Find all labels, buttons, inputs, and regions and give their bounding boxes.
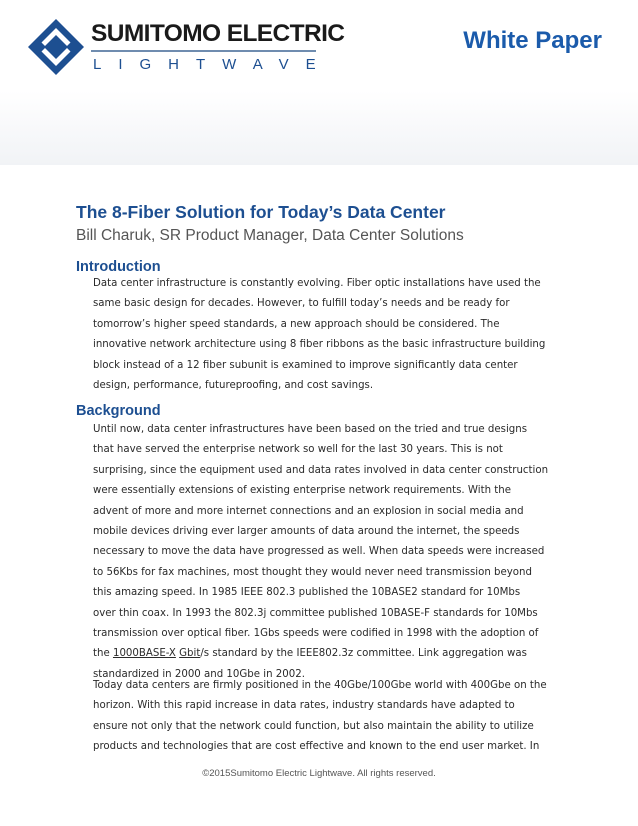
text-line: necessary to move the data have progressed as well. When data speeds were increased bbox=[93, 546, 545, 558]
text-run: /s standard by the IEEE802.3z committee. Link aggregation was bbox=[200, 648, 527, 660]
text-line: ensure not only that the network could function, but also maintain the ability to utilize bbox=[93, 720, 534, 732]
text-line: Data center infrastructure is constantly evolving. Fiber optic installations have used the bbox=[93, 278, 541, 289]
link-1000base-x[interactable]: 1000BASE-X bbox=[112, 648, 176, 660]
text-line: horizon. With this rapid increase in data rates, industry standards have adapted to bbox=[93, 700, 515, 712]
text-line: this amazing speed. In 1985 IEEE 802.3 published the 10BASE2 standard for 10Mbs bbox=[93, 587, 521, 599]
background-paragraph-1 bbox=[93, 420, 573, 685]
text-line: transmission over optical fiber. 1Gbs speeds were codified in 1998 with the adoption of bbox=[93, 628, 539, 640]
text-line: Today data centers are firmly positioned in the 40Gbe/100Gbe world with 400Gbe on the bbox=[93, 680, 547, 691]
text-line: Until now, data center infrastructures have been based on the tried and true designs bbox=[93, 424, 528, 435]
logo-subtitle: LIGHTWAVE bbox=[93, 56, 333, 73]
logo-name: SUMITOMO ELECTRIC bbox=[91, 20, 345, 47]
document-type-label: White Paper bbox=[463, 27, 602, 54]
background-heading: Background bbox=[76, 403, 161, 419]
text-line: innovative network architecture using 8 fiber ribbons as the basic infrastructure building bbox=[93, 339, 546, 351]
introduction-heading: Introduction bbox=[76, 259, 161, 275]
text-line: that have served the enterprise network so well for the last 30 years. This is not bbox=[93, 444, 503, 456]
text-line: over thin coax. In 1993 the 802.3j committee published 10BASE-F standards for 10Mbs bbox=[93, 607, 538, 619]
text-line: to 56Kbs for fax machines, most thought they would never need transmission beyond bbox=[93, 566, 532, 578]
text-line bbox=[93, 644, 573, 664]
text-line: advent of more and more internet connections and an explosion in social media and bbox=[93, 505, 524, 517]
text-line: mobile devices driving ever larger amounts of data around the internet, the speeds bbox=[93, 526, 520, 538]
text-line: surprising, since the equipment used and data rates involved in data center construction bbox=[93, 464, 549, 476]
text-line: products and technologies that are cost effective and known to the end user market. In bbox=[93, 741, 540, 753]
introduction-paragraph bbox=[93, 274, 573, 396]
copyright-footer: ©2015Sumitomo Electric Lightwave. All rights reserved. bbox=[202, 768, 436, 779]
text-line: block instead of a 12 fiber subunit is examined to improve significantly data center bbox=[93, 359, 518, 371]
logo-divider bbox=[91, 50, 316, 52]
text-line: standardized in 2000 and 10Gbe in 2002. bbox=[93, 668, 305, 680]
company-logo bbox=[27, 16, 345, 76]
text-line: design, performance, futureproofing, and cost savings. bbox=[93, 380, 374, 392]
author-line: Bill Charuk, SR Product Manager, Data Center Solutions bbox=[76, 227, 464, 244]
link-gbit[interactable]: Gbit bbox=[179, 648, 201, 660]
text-line: same basic design for decades. However, to fulfill today’s needs and be ready for bbox=[93, 298, 510, 310]
background-paragraph-2 bbox=[93, 676, 573, 758]
text-run: the bbox=[93, 648, 113, 660]
logo-mark-icon bbox=[27, 18, 85, 76]
document-title: The 8-Fiber Solution for Today’s Data Center bbox=[76, 202, 446, 222]
text-line: tomorrow’s higher speed standards, a new approach should be considered. The bbox=[93, 318, 500, 330]
text-line: were essentially extensions of existing enterprise network requirements. With the bbox=[93, 485, 511, 497]
